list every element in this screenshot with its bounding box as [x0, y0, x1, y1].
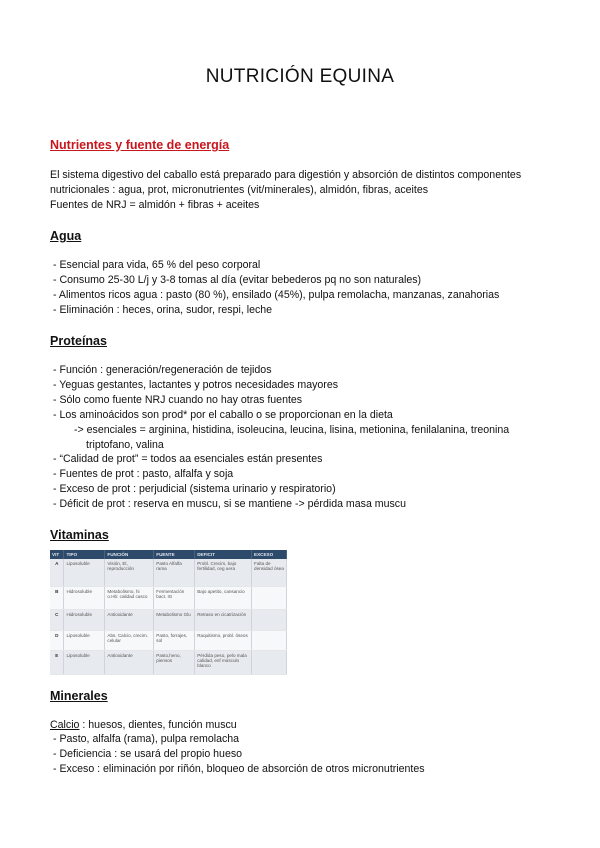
table-cell: Hidrosoluble — [64, 609, 105, 630]
list-item: - Pasto, alfalfa (rama), pulpa remolacha — [53, 733, 240, 745]
table-cell: Antioxidante — [105, 650, 154, 674]
list-item: - Esencial para vida, 65 % del peso corporal — [53, 259, 261, 271]
list-item: - Eliminación : heces, orina, sudor, respi, leche — [53, 304, 273, 316]
list-item: - “Calidad de prot” = todos aa esenciales están presentes — [53, 453, 323, 465]
table-cell: Liposoluble — [64, 630, 105, 650]
table-cell: Metabolismo, hi o.Hb: calidad casco — [105, 586, 154, 609]
table-cell — [252, 650, 287, 674]
list-item: - Exceso de prot : perjudicial (sistema urinario y respiratorio) — [53, 483, 336, 495]
paragraph-line: El sistema digestivo del caballo está preparado para digestión y absorción de distintos componentes — [50, 169, 522, 181]
list-item: - Sólo como fuente NRJ cuando no hay otras fuentes — [53, 394, 303, 406]
list-item: - Déficit de prot : reserva en muscu, si se mantiene -> pérdida masa muscu — [53, 498, 406, 510]
table-cell: Hidrosoluble — [64, 586, 105, 609]
heading-vitaminas: Vitaminas — [50, 528, 109, 542]
table-cell: Liposoluble — [64, 650, 105, 674]
table-cell: Pasto,heno, piensos — [154, 650, 195, 674]
column-header: TIPO — [64, 550, 105, 559]
list-item: - Exceso : eliminación por riñón, bloqueo de absorción de otros micronutrientes — [53, 763, 425, 775]
sub-item: -> esenciales = arginina, histidina, isoleucina, leucina, lisina, metionina, fenilalanina, treonina — [74, 424, 510, 436]
heading-nutrientes: Nutrientes y fuente de energía — [50, 138, 230, 152]
page-title: NUTRICIÓN EQUINA — [205, 66, 395, 87]
table-cell: Pasto Alfalfa rama — [154, 559, 195, 586]
table-row — [50, 586, 287, 609]
heading-proteinas: Proteínas — [50, 334, 107, 348]
list-item: - Alimentos ricos agua : pasto (80 %), ensilado (45%), pulpa remolacha, manzanas, zanahorias — [53, 289, 500, 301]
vitamins-table — [50, 550, 287, 675]
column-header: EXCESO — [252, 550, 287, 559]
list-item: - Yeguas gestantes, lactantes y potros necesidades mayores — [53, 379, 339, 391]
table-cell: Pérdida peso, pelo mala calidad, enf músculo blanco — [195, 650, 252, 674]
calcio-label: Calcio — [50, 719, 80, 731]
table-cell — [252, 586, 287, 609]
table-cell: Liposoluble — [64, 559, 105, 586]
table-cell: Pasto, forrajes, sol — [154, 630, 195, 650]
list-item: - Fuentes de prot : pasto, alfalfa y soja — [53, 468, 234, 480]
table-cell: Metabolismo Glu — [154, 609, 195, 630]
table-cell — [252, 609, 287, 630]
table-cell: Fermentación bact. IG — [154, 586, 195, 609]
list-item: - Función : generación/regeneración de tejidos — [53, 364, 272, 376]
table-header-row — [50, 550, 287, 559]
calcio-text: : huesos, dientes, función muscu — [79, 719, 237, 731]
table-cell — [252, 630, 287, 650]
table-cell: Bajo apetito, cansancio — [195, 586, 252, 609]
table-row — [50, 650, 287, 674]
table-cell: Raquitismo, probl. óseos — [195, 630, 252, 650]
paragraph-line: nutricionales : agua, prot, micronutrientes (vit/minerales), almidón, fibras, aceites — [50, 184, 429, 196]
table-cell: C — [50, 609, 64, 630]
column-header: FUNCIÓN — [105, 550, 154, 559]
table-row — [50, 630, 287, 650]
heading-minerales: Minerales — [50, 689, 108, 703]
list-item: - Deficiencia : se usará del propio hueso — [53, 748, 243, 760]
list-item: - Los aminoácidos son prod* por el caballo o se proporcionan en la dieta — [53, 409, 393, 421]
table-cell: B — [50, 586, 64, 609]
table-row — [50, 559, 287, 586]
table-cell: Visión, El, reproducción — [105, 559, 154, 586]
calcio-line — [50, 718, 237, 733]
heading-agua: Agua — [50, 229, 82, 243]
table-cell: Probl. Crecim, bajo fertilidad, ceg uera — [195, 559, 252, 586]
table-cell: D — [50, 630, 64, 650]
table-cell: Retraso en cicatrización — [195, 609, 252, 630]
table-cell: Antioxidante — [105, 609, 154, 630]
table-cell: Falta de densidad ósea — [252, 559, 287, 586]
list-item: - Consumo 25-30 L/j y 3-8 tomas al día (evitar bebederos pq no son naturales) — [53, 274, 422, 286]
table-cell: Abs. Calcio, crecim. celular — [105, 630, 154, 650]
sub-item-continuation: triptofano, valina — [86, 439, 164, 451]
column-header: FUENTE — [154, 550, 195, 559]
column-header: VIT — [50, 550, 64, 559]
column-header: DEFICIT — [195, 550, 252, 559]
table-cell: A — [50, 559, 64, 586]
table-row — [50, 609, 287, 630]
paragraph-line: Fuentes de NRJ = almidón + fibras + aceites — [50, 199, 260, 211]
table-cell: E — [50, 650, 64, 674]
